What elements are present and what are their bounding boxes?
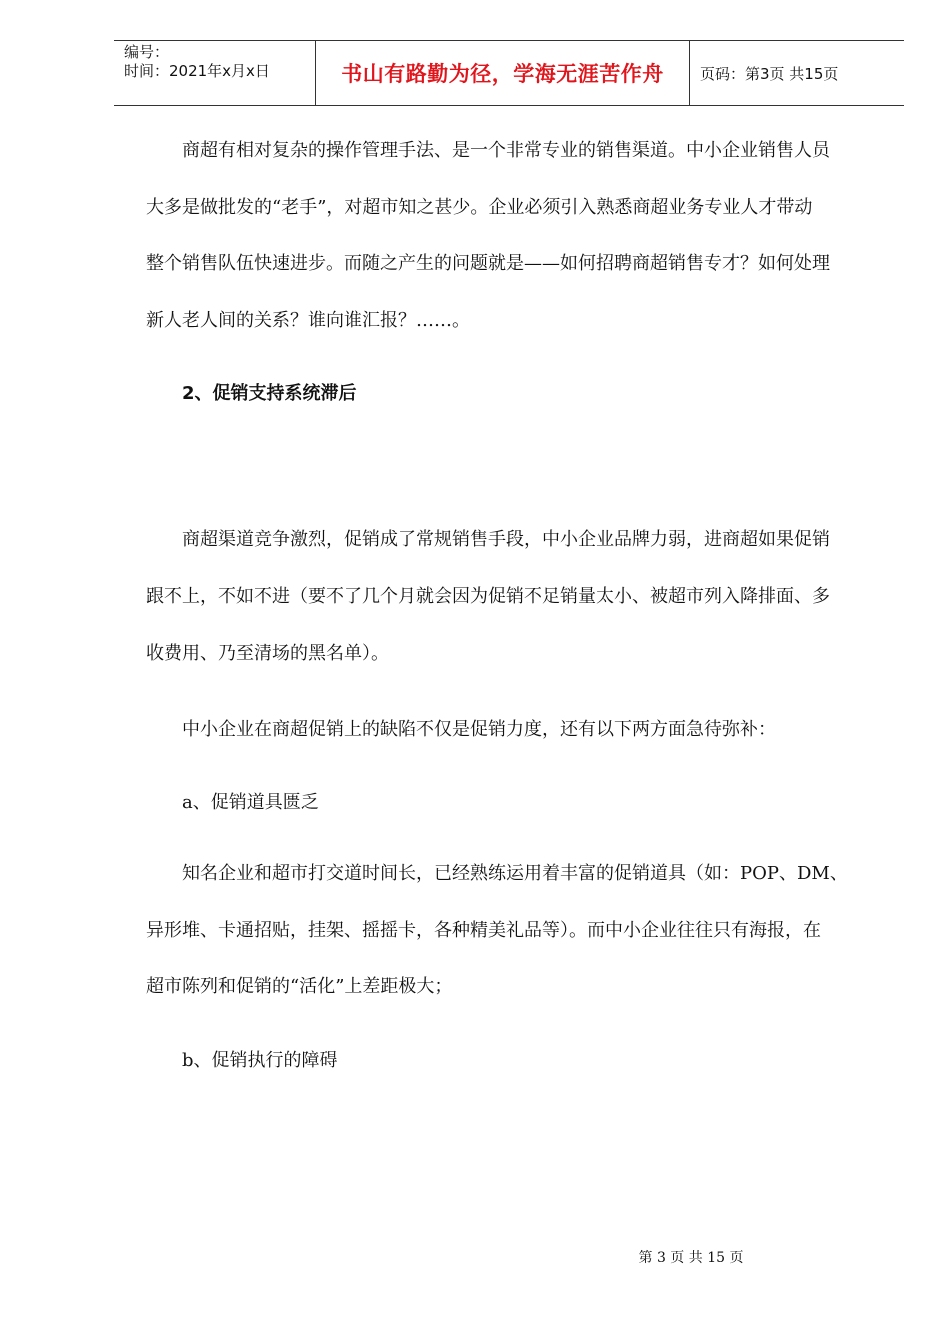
paragraph-line: 中小企业在商超促销上的缺陷不仅是促销力度，还有以下两方面急待弥补： xyxy=(146,719,776,740)
page-info: 页码：第3页 共15页 xyxy=(700,64,839,83)
paragraph-line: 大多是做批发的“老手”，对超市知之甚少。企业必须引入熟悉商超业务专业人才带动 xyxy=(146,197,813,218)
footer-page-number: 第 3 页 共 15 页 xyxy=(638,1250,744,1266)
paragraph-line: 跟不上，不如不进（要不了几个月就会因为促销不足销量太小、被超市列入降排面、多 xyxy=(146,586,830,607)
paragraph-line: 异形堆、卡通招贴，挂架、摇摇卡，各种精美礼品等）。而中小企业往往只有海报，在 xyxy=(146,920,821,941)
paragraph-line: 超市陈列和促销的“活化”上差距极大； xyxy=(146,976,453,997)
page-footer xyxy=(0,1247,950,1267)
paragraph-line: 商超渠道竞争激烈，促销成了常规销售手段，中小企业品牌力弱，进商超如果促销 xyxy=(146,529,830,550)
section-heading: 2、促销支持系统滞后 xyxy=(182,383,357,404)
motto: 书山有路勤为径，学海无涯苦作舟 xyxy=(341,62,664,86)
subheading: a、促销道具匮乏 xyxy=(146,792,319,813)
paragraph-line: 新人老人间的关系？谁向谁汇报？……。 xyxy=(146,310,470,331)
paragraph-line: 收费用、乃至清场的黑名单）。 xyxy=(146,643,389,664)
document-date: 时间：2021年x月x日 xyxy=(124,62,270,80)
header-motto-cell xyxy=(316,41,690,105)
paragraph-line: 知名企业和超市打交道时间长，已经熟练运用着丰富的促销道具（如：POP、DM、 xyxy=(146,863,848,884)
paragraph-line: 商超有相对复杂的操作管理手法、是一个非常专业的销售渠道。中小企业销售人员 xyxy=(146,140,830,161)
header-page-cell xyxy=(690,41,904,105)
document-number: 编号： xyxy=(124,43,170,61)
header-meta-cell xyxy=(114,41,316,105)
subheading: b、促销执行的障碍 xyxy=(146,1050,338,1071)
page-header xyxy=(114,40,904,106)
paragraph-line: 整个销售队伍快速进步。而随之产生的问题就是——如何招聘商超销售专才？如何处理 xyxy=(146,253,830,274)
